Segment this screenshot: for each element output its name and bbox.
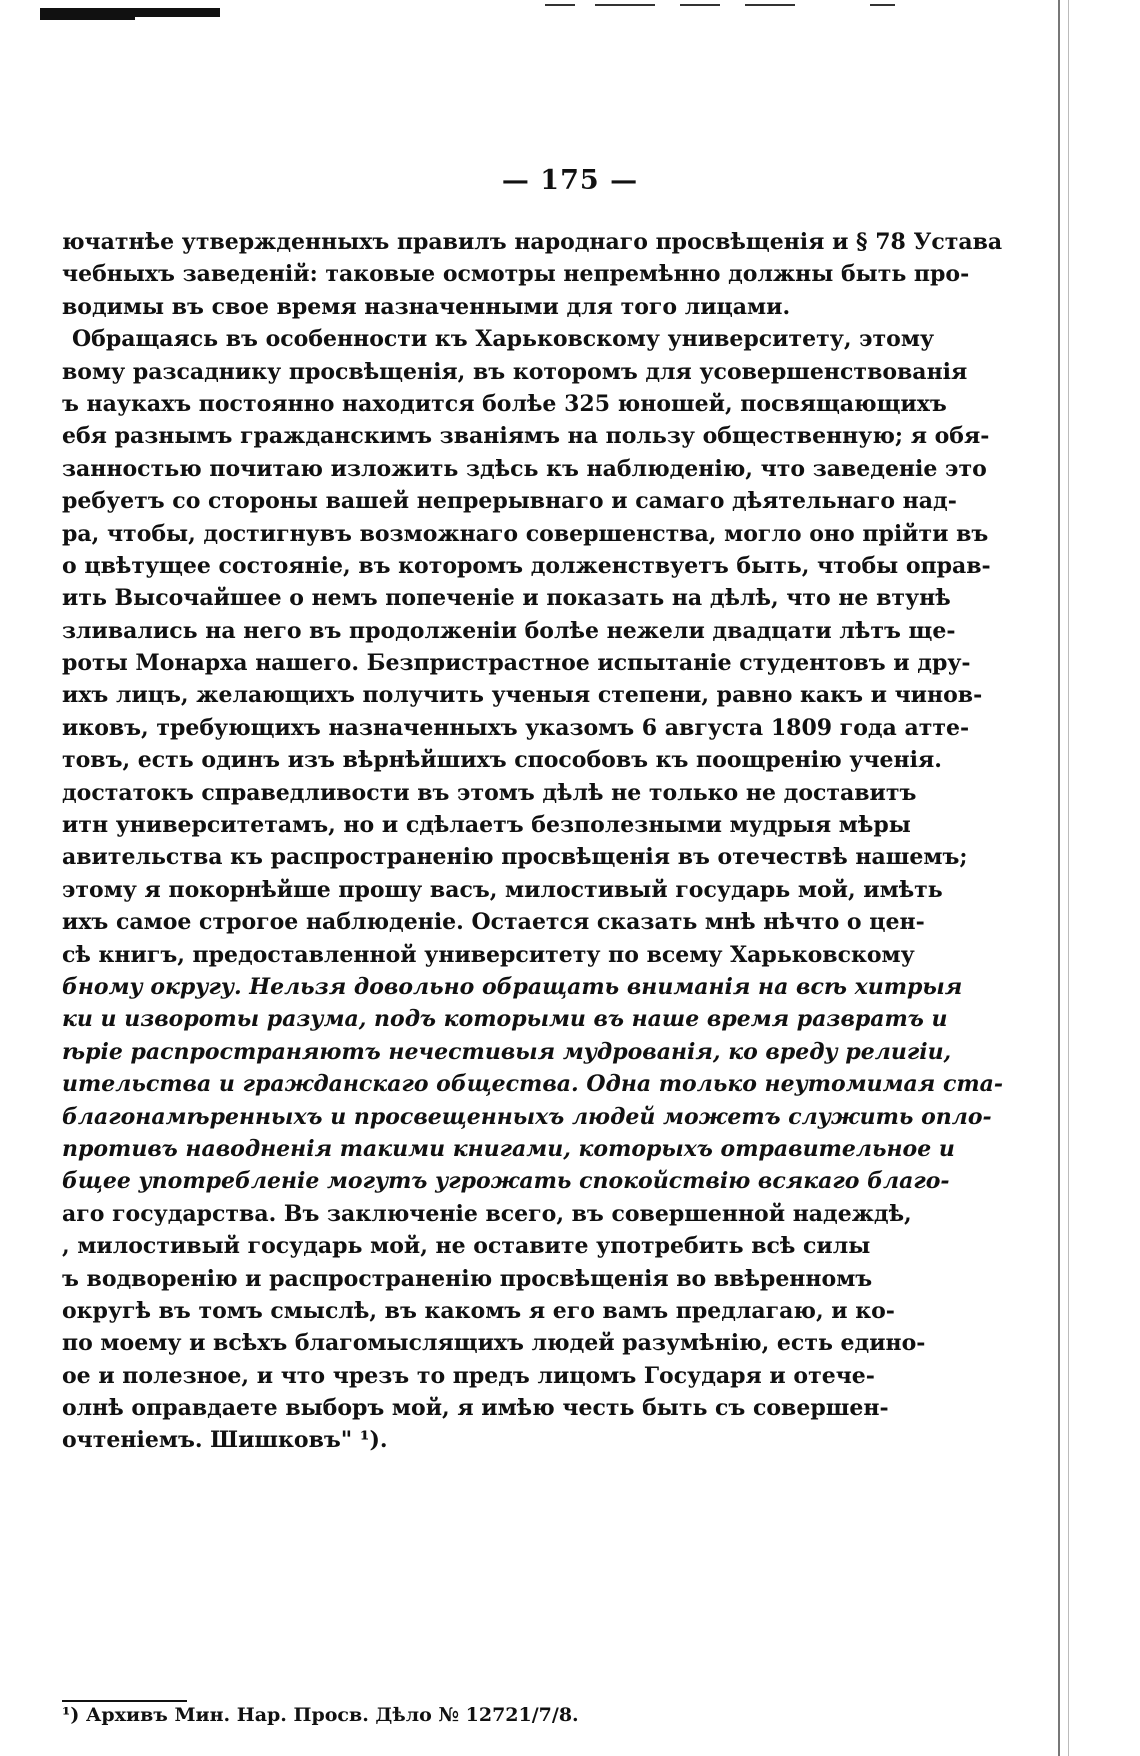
scan-artifact-dash	[680, 4, 720, 6]
page-number: — 175 —	[501, 165, 639, 196]
text-line: , милостивый государь мой, не оставите употребить всѣ силы	[62, 1233, 871, 1260]
text-line: итн университетамъ, но и сдѣлаетъ безполезными мудрыя мѣры	[62, 812, 911, 839]
body-text	[62, 226, 1004, 1457]
text-line: ительства и гражданскаго общества. Одна только неутомимая ста-	[62, 1071, 1004, 1098]
text-line: ѣріе распространяютъ нечестивыя мудрованія, ко вреду религіи,	[62, 1038, 952, 1065]
text-line: вому разсаднику просвѣщенія, въ которомъ для усовершенствованія	[62, 358, 968, 385]
text-line: Обращаясь въ особенности къ Харьковскому университету, этому	[72, 326, 935, 353]
text-line: о цвѣтущее состояніе, въ которомъ долженствуетъ быть, чтобы оправ-	[62, 552, 991, 579]
text-line: зливались на него въ продолженіи болѣе нежели двадцати лѣтъ ще-	[62, 617, 956, 644]
text-line: занностью почитаю изложить здѣсь къ наблюденію, что заведеніе это	[62, 455, 987, 482]
text-line: чебныхъ заведеній: таковые осмотры непремѣнно должны быть про-	[62, 261, 970, 288]
text-line: ихъ самое строгое наблюденіе. Остается сказать мнѣ нѣчто о цен-	[62, 909, 925, 936]
text-line: бщее употребленіе могутъ угрожать спокойствію всякаго благо-	[62, 1168, 950, 1195]
text-line: очтеніемъ. Шишковъ" ¹).	[62, 1427, 388, 1454]
footnote-rule	[62, 1700, 187, 1702]
scan-page-edge	[1058, 0, 1060, 1756]
text-line: авительства къ распространенію просвѣщенія въ отечествѣ нашемъ;	[62, 844, 968, 871]
scan-artifact-dash	[595, 4, 655, 6]
text-line: олнѣ оправдаете выборъ мой, я имѣю честь быть съ совершен-	[62, 1395, 889, 1422]
scan-artifact-dash	[545, 4, 575, 6]
text-line: ебя разнымъ гражданскимъ званіямъ на пользу общественную; я обя-	[62, 423, 990, 450]
text-line: ое и полезное, и что чрезъ то предъ лицомъ Государя и отече-	[62, 1362, 875, 1389]
scan-artifact-bar	[40, 17, 135, 20]
scan-artifact-dash	[870, 4, 895, 6]
text-line: по моему и всѣхъ благомыслящихъ людей разумѣнію, есть едино-	[62, 1330, 926, 1357]
text-line: роты Монарха нашего. Безпристрастное испытаніе студентовъ и дру-	[62, 650, 971, 677]
footnote: ¹) Архивъ Мин. Нар. Просв. Дѣло № 12721/7/8.	[62, 1704, 579, 1726]
text-line: ки и извороты разума, подъ которыми въ наше время развратъ и	[62, 1006, 948, 1033]
text-line: ъ наукахъ постоянно находится болѣе 325 юношей, посвящающихъ	[62, 390, 947, 417]
text-line: ихъ лицъ, желающихъ получить ученыя степени, равно какъ и чинов-	[62, 682, 983, 709]
text-line: водимы въ свое время назначенными для того лицами.	[62, 293, 791, 320]
text-line: бному округу. Нельзя довольно обращать вниманія на всѣ хитрыя	[62, 973, 963, 1000]
text-line: ъ водворенію и распространенію просвѣщенія во ввѣренномъ	[62, 1265, 873, 1292]
text-line: округѣ въ томъ смыслѣ, въ какомъ я его вамъ предлагаю, и ко-	[62, 1297, 895, 1324]
text-line: сѣ книгъ, предоставленной университету по всему Харьковскому	[62, 941, 915, 968]
text-line: противъ наводненія такими книгами, которыхъ отравительное и	[62, 1135, 955, 1162]
text-line: благонамѣренныхъ и просвещенныхъ людей можетъ служить опло-	[62, 1103, 992, 1130]
text-line: ребуетъ со стороны вашей непрерывнаго и самаго дѣятельнаго над-	[62, 488, 957, 515]
text-line: иковъ, требующихъ назначенныхъ указомъ 6 августа 1809 года атте-	[62, 714, 970, 741]
text-line: достатокъ справедливости въ этомъ дѣлѣ не только не доставитъ	[62, 779, 917, 806]
text-line: ючатнѣе утвержденныхъ правилъ народнаго просвѣщенія и § 78 Устава	[62, 229, 1003, 255]
text-line: ра, чтобы, достигнувъ возможнаго совершенства, могло оно прійти въ	[62, 520, 989, 547]
scan-artifact-bar	[40, 8, 220, 17]
text-line: ить Высочайшее о немъ попеченіе и показать на дѣлѣ, что не втунѣ	[62, 585, 951, 612]
text-line: этому я покорнѣйше прошу васъ, милостивый государь мой, имѣть	[62, 876, 943, 903]
scan-artifact-dash	[745, 4, 795, 6]
text-line: товъ, есть одинъ изъ вѣрнѣйшихъ способовъ къ поощренію ученія.	[62, 747, 942, 774]
text-line: аго государства. Въ заключеніе всего, въ совершенной надеждѣ,	[62, 1200, 912, 1227]
scan-page-edge	[1068, 0, 1069, 1756]
